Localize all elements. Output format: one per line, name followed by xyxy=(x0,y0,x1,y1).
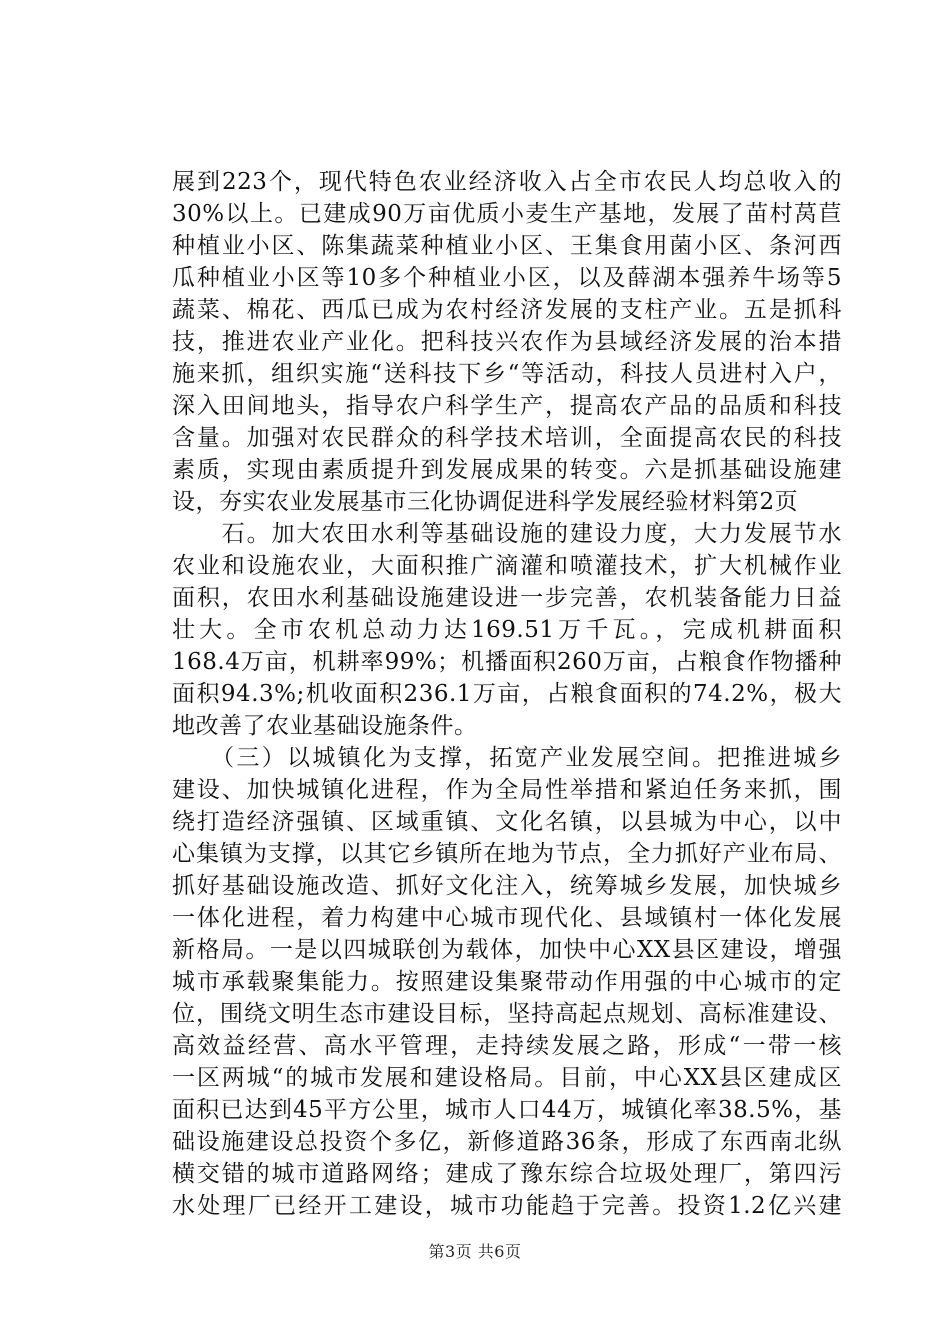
text-line: 高效益经营、高水平管理，走持续发展之路，形成“一带一核 xyxy=(172,1033,842,1059)
text-line: 展到223个，现代特色农业经济收入占全市农民人均总收入的 xyxy=(172,169,842,195)
text-line: 瓜种植业小区等10多个种植业小区，以及薛湖本强养牛场等5 xyxy=(172,265,842,291)
text-line: 横交错的城市道路网络；建成了豫东综合垃圾处理厂，第四污 xyxy=(172,1161,842,1187)
page-number-footer: 第3页 共6页 xyxy=(428,1242,522,1261)
text-line: 石。加大农田水利等基础设施的建设力度，大力发展节水 xyxy=(172,521,842,547)
text-line: 建设、加快城镇化进程，作为全局性举措和紧迫任务来抓，围 xyxy=(172,777,842,803)
text-line: 种植业小区、陈集蔬菜种植业小区、王集食用菌小区、条河西 xyxy=(172,233,842,259)
text-line: 面积，农田水利基础设施建设进一步完善，农机装备能力日益 xyxy=(172,585,842,611)
text-line: 168.4万亩，机耕率99%；机播面积260万亩，占粮食作物播种 xyxy=(172,649,842,675)
text-line: 设，夯实农业发展基市三化协调促进科学发展经验材料第2页 xyxy=(172,489,799,515)
text-line: 位，围绕文明生态市建设目标，坚持高起点规划、高标准建设、 xyxy=(172,1001,842,1027)
text-line: 农业和设施农业，大面积推广滴灌和喷灌技术，扩大机械作业 xyxy=(172,553,842,579)
text-line: 30%以上。已建成90万亩优质小麦生产基地，发展了苗村莴苣 xyxy=(172,201,842,227)
text-line: 技，推进农业产业化。把科技兴农作为县域经济发展的治本措 xyxy=(172,329,842,355)
text-line: 素质，实现由素质提升到发展成果的转变。六是抓基础设施建 xyxy=(172,457,842,483)
text-line: 抓好基础设施改造、抓好文化注入，统筹城乡发展，加快城乡 xyxy=(172,873,842,899)
text-line: 面积已达到45平方公里，城市人口44万，城镇化率38.5%，基 xyxy=(172,1097,842,1123)
text-line: 深入田间地头，指导农户科学生产，提高农产品的品质和科技 xyxy=(172,393,842,419)
text-line: 新格局。一是以四城联创为载体，加快中心XX县区建设，增强 xyxy=(172,937,842,963)
text-line: （三）以城镇化为支撑，拓宽产业发展空间。把推进城乡 xyxy=(172,745,842,771)
text-line: 一体化进程，着力构建中心城市现代化、县域镇村一体化发展 xyxy=(172,905,842,931)
text-line: 含量。加强对农民群众的科学技术培训，全面提高农民的科技 xyxy=(172,425,842,451)
text-line: 础设施建设总投资个多亿，新修道路36条，形成了东西南北纵 xyxy=(172,1129,842,1155)
text-line: 一区两城“的城市发展和建设格局。目前，中心XX县区建成区 xyxy=(172,1065,842,1091)
body-text xyxy=(172,166,842,1222)
text-line: 施来抓，组织实施“送科技下乡“等活动，科技人员进村入户， xyxy=(172,361,842,387)
text-line: 城市承载聚集能力。按照建设集聚带动作用强的中心城市的定 xyxy=(172,969,842,995)
text-line: 地改善了农业基础设施条件。 xyxy=(172,713,478,739)
text-line: 壮大。全市农机总动力达169.51万千瓦。，完成机耕面积 xyxy=(172,617,842,643)
text-line: 水处理厂已经开工建设，城市功能趋于完善。投资1.2亿兴建 xyxy=(172,1193,842,1219)
text-line: 面积94.3%;机收面积236.1万亩，占粮食面积的74.2%，极大 xyxy=(172,681,842,707)
text-line: 心集镇为支撑，以其它乡镇所在地为节点，全力抓好产业布局、 xyxy=(172,841,842,867)
text-line: 蔬菜、棉花、西瓜已成为农村经济发展的支柱产业。五是抓科 xyxy=(172,297,842,323)
text-line: 绕打造经济强镇、区域重镇、文化名镇，以县城为中心，以中 xyxy=(172,809,842,835)
